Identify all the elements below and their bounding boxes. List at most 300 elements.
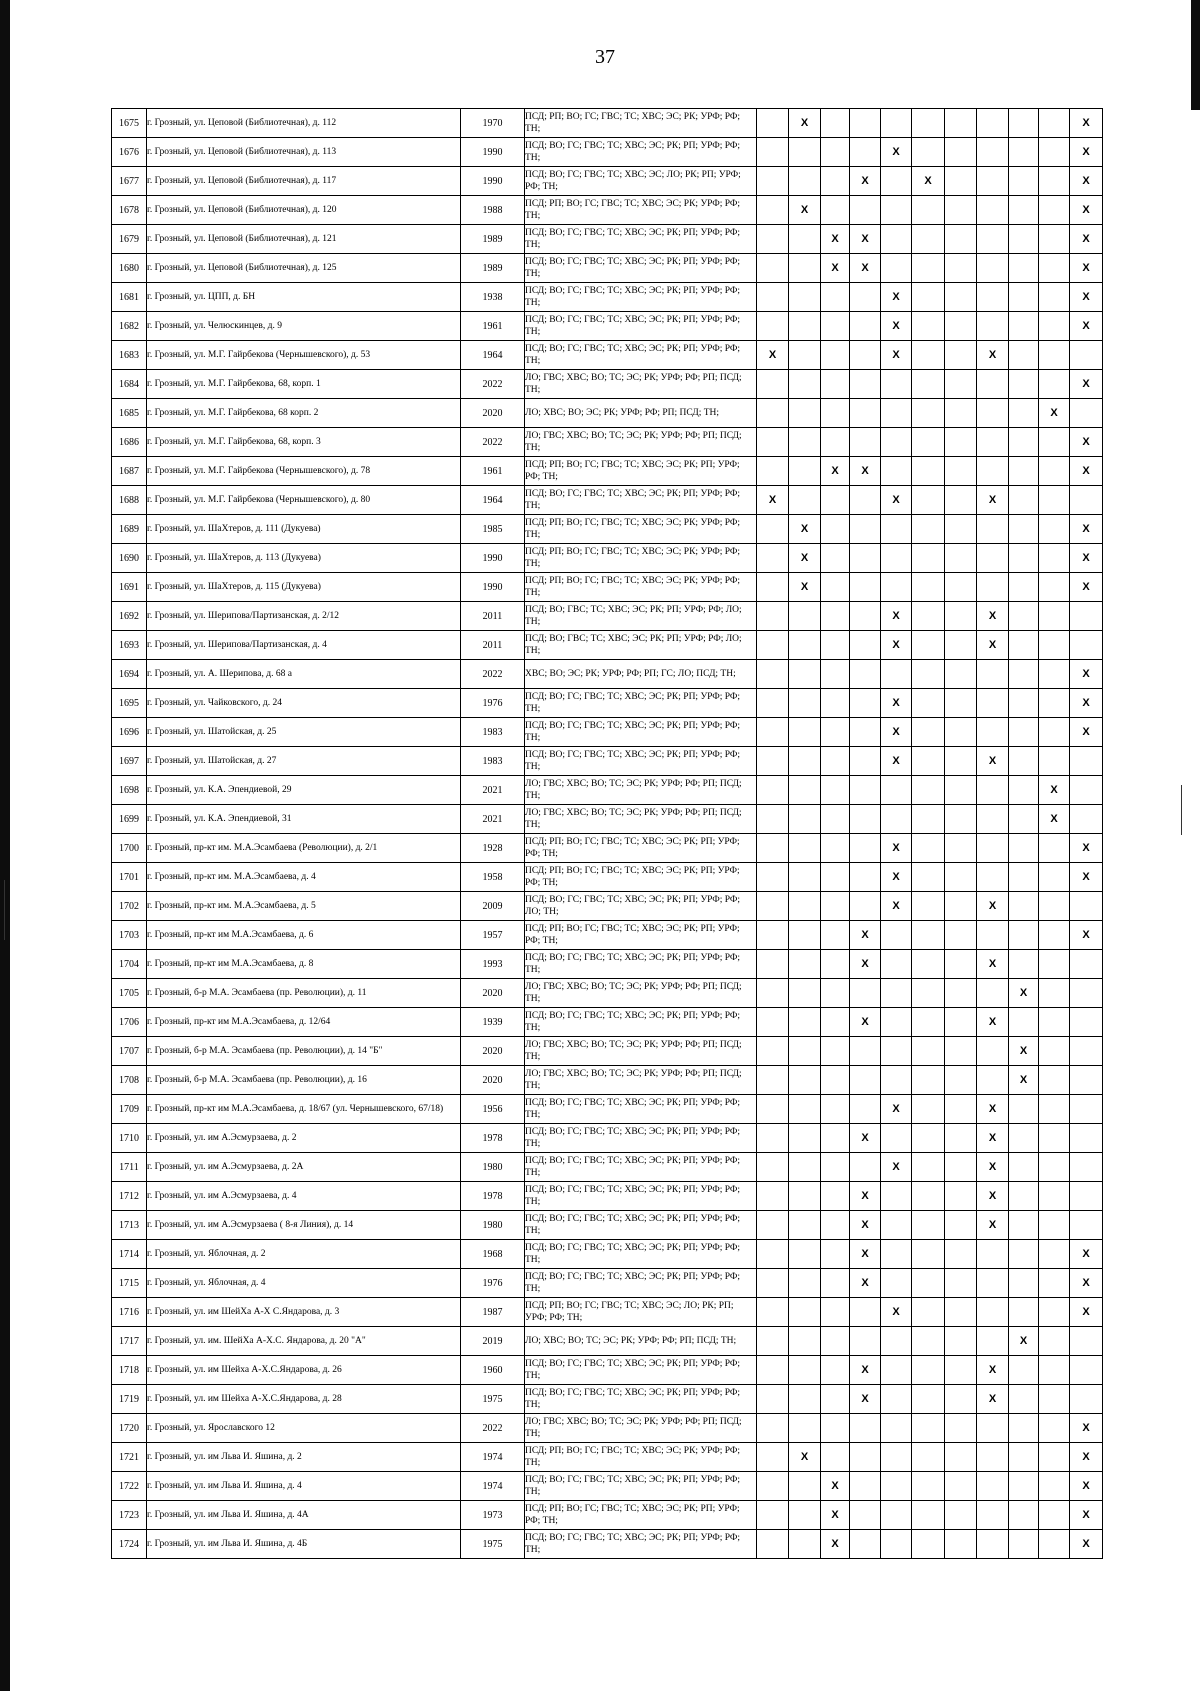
services-cell: ЛО; ГВС; ХВС; ВО; ТС; ЭС; РК; УРФ; РФ; РП; ПСД; ТН;	[525, 805, 757, 834]
year-cell: 1960	[461, 1356, 525, 1385]
flag-cell: X	[1009, 1066, 1039, 1095]
year-cell: 1983	[461, 747, 525, 776]
flag-cell	[945, 805, 977, 834]
address-cell: г. Грозный, ул. им Льва И. Яшина, д. 4А	[147, 1501, 461, 1530]
year-cell: 1928	[461, 834, 525, 863]
row-number: 1710	[112, 1124, 147, 1153]
year-cell: 1990	[461, 138, 525, 167]
flag-cell	[912, 950, 945, 979]
flag-cell	[1009, 225, 1039, 254]
flag-cell: X	[1009, 1327, 1039, 1356]
flag-cell	[789, 1501, 821, 1530]
flag-cell	[1009, 660, 1039, 689]
flag-cell	[977, 1443, 1009, 1472]
flag-cell	[945, 196, 977, 225]
flag-cell	[821, 602, 850, 631]
flag-cell: X	[881, 689, 912, 718]
flag-cell	[945, 1153, 977, 1182]
flag-cell	[1039, 1356, 1070, 1385]
table-row	[112, 1066, 1103, 1095]
flag-cell	[881, 805, 912, 834]
flag-cell: X	[789, 196, 821, 225]
flag-cell	[1039, 1472, 1070, 1501]
flag-cell	[789, 341, 821, 370]
flag-cell: X	[977, 892, 1009, 921]
flag-cell	[945, 1501, 977, 1530]
flag-cell	[945, 1066, 977, 1095]
address-cell: г. Грозный, б-р М.А. Эсамбаева (пр. Революции), д. 14 "Б"	[147, 1037, 461, 1066]
flag-cell: X	[977, 1211, 1009, 1240]
flag-cell: X	[977, 1095, 1009, 1124]
flag-cell: X	[881, 1153, 912, 1182]
flag-cell	[945, 341, 977, 370]
flag-cell	[881, 1269, 912, 1298]
table-row	[112, 1530, 1103, 1559]
flag-cell: X	[977, 747, 1009, 776]
flag-cell	[850, 689, 881, 718]
flag-cell	[821, 283, 850, 312]
flag-cell	[977, 1327, 1009, 1356]
flag-cell	[850, 1153, 881, 1182]
flag-cell	[1009, 950, 1039, 979]
flag-cell	[757, 370, 789, 399]
flag-cell	[821, 863, 850, 892]
flag-cell	[881, 979, 912, 1008]
flag-cell: X	[789, 544, 821, 573]
flag-cell	[912, 109, 945, 138]
address-cell: г. Грозный, ул. им Шейха А-Х.С.Яндарова, д. 28	[147, 1385, 461, 1414]
flag-cell	[757, 950, 789, 979]
flag-cell	[789, 370, 821, 399]
flag-cell	[945, 109, 977, 138]
flag-cell	[757, 1182, 789, 1211]
table-row	[112, 1327, 1103, 1356]
address-cell: г. Грозный, ул. Шатойская, д. 27	[147, 747, 461, 776]
address-cell: г. Грозный, пр-кт им М.А.Эсамбаева, д. 6	[147, 921, 461, 950]
flag-cell	[821, 544, 850, 573]
row-number: 1724	[112, 1530, 147, 1559]
year-cell: 1985	[461, 515, 525, 544]
flag-cell: X	[1070, 1501, 1103, 1530]
flag-cell	[789, 1066, 821, 1095]
flag-cell	[1039, 921, 1070, 950]
table-row	[112, 1501, 1103, 1530]
services-cell: ЛО; ГВС; ХВС; ВО; ТС; ЭС; РК; УРФ; РФ; РП; ПСД; ТН;	[525, 1414, 757, 1443]
table-row	[112, 573, 1103, 602]
flag-cell	[789, 138, 821, 167]
flag-cell: X	[977, 1124, 1009, 1153]
flag-cell: X	[977, 1008, 1009, 1037]
flag-cell	[977, 1037, 1009, 1066]
flag-cell	[977, 370, 1009, 399]
flag-cell	[850, 863, 881, 892]
flag-cell	[757, 805, 789, 834]
flag-cell	[977, 457, 1009, 486]
flag-cell	[1039, 718, 1070, 747]
flag-cell	[789, 718, 821, 747]
year-cell: 1975	[461, 1530, 525, 1559]
year-cell: 2020	[461, 399, 525, 428]
services-cell: ПСД; ВО; ГС; ГВС; ТС; ХВС; ЭС; РК; РП; УРФ; РФ; ТН;	[525, 1385, 757, 1414]
services-cell: ЛО; ХВС; ВО; ЭС; РК; УРФ; РФ; РП; ПСД; ТН;	[525, 399, 757, 428]
flag-cell	[1009, 515, 1039, 544]
services-cell: ЛО; ГВС; ХВС; ВО; ТС; ЭС; РК; УРФ; РФ; РП; ПСД; ТН;	[525, 979, 757, 1008]
flag-cell	[850, 602, 881, 631]
flag-cell	[912, 1501, 945, 1530]
flag-cell	[789, 1385, 821, 1414]
flag-cell	[850, 544, 881, 573]
flag-cell	[789, 1298, 821, 1327]
row-number: 1686	[112, 428, 147, 457]
services-cell: ПСД; РП; ВО; ГС; ГВС; ТС; ХВС; ЭС; ЛО; РК; РП; УРФ; РФ; ТН;	[525, 1298, 757, 1327]
services-cell: ЛО; ГВС; ХВС; ВО; ТС; ЭС; РК; УРФ; РФ; РП; ПСД; ТН;	[525, 370, 757, 399]
flag-cell	[1070, 1385, 1103, 1414]
flag-cell	[912, 1153, 945, 1182]
services-cell: ПСД; ВО; ГС; ГВС; ТС; ХВС; ЭС; РК; РП; УРФ; РФ; ТН;	[525, 1472, 757, 1501]
flag-cell	[1009, 747, 1039, 776]
address-cell: г. Грозный, ул. Шатойская, д. 25	[147, 718, 461, 747]
table-row	[112, 254, 1103, 283]
address-cell: г. Грозный, ул. ШаХтеров, д. 115 (Дукуева)	[147, 573, 461, 602]
address-cell: г. Грозный, ул. Цеповой (Библиотечная), д. 120	[147, 196, 461, 225]
flag-cell	[1070, 950, 1103, 979]
flag-cell	[945, 1327, 977, 1356]
flag-cell	[912, 863, 945, 892]
flag-cell	[1009, 631, 1039, 660]
row-number: 1689	[112, 515, 147, 544]
flag-cell: X	[977, 1182, 1009, 1211]
flag-cell: X	[881, 312, 912, 341]
flag-cell	[912, 631, 945, 660]
flag-cell	[1039, 660, 1070, 689]
flag-cell	[945, 1240, 977, 1269]
flag-cell	[1039, 950, 1070, 979]
services-cell: ПСД; РП; ВО; ГС; ГВС; ТС; ХВС; ЭС; РК; УРФ; РФ; ТН;	[525, 515, 757, 544]
row-number: 1709	[112, 1095, 147, 1124]
table-row	[112, 1124, 1103, 1153]
flag-cell	[977, 921, 1009, 950]
flag-cell	[977, 979, 1009, 1008]
year-cell: 1987	[461, 1298, 525, 1327]
flag-cell: X	[977, 1385, 1009, 1414]
row-number: 1717	[112, 1327, 147, 1356]
flag-cell	[881, 921, 912, 950]
table-row	[112, 921, 1103, 950]
services-cell: ХВС; ВО; ЭС; РК; УРФ; РФ; РП; ГС; ЛО; ПСД; ТН;	[525, 660, 757, 689]
flag-cell: X	[850, 457, 881, 486]
address-cell: г. Грозный, ул. ЦПП, д. БН	[147, 283, 461, 312]
flag-cell: X	[1070, 457, 1103, 486]
flag-cell	[1070, 1182, 1103, 1211]
flag-cell	[821, 399, 850, 428]
flag-cell	[1009, 1153, 1039, 1182]
services-cell: ПСД; ВО; ГС; ГВС; ТС; ХВС; ЭС; ЛО; РК; РП; УРФ; РФ; ТН;	[525, 167, 757, 196]
year-cell: 1957	[461, 921, 525, 950]
flag-cell	[1009, 1443, 1039, 1472]
flag-cell	[1039, 341, 1070, 370]
flag-cell	[789, 1008, 821, 1037]
flag-cell	[789, 631, 821, 660]
flag-cell	[912, 515, 945, 544]
flag-cell: X	[1070, 312, 1103, 341]
flag-cell	[945, 776, 977, 805]
flag-cell	[1039, 486, 1070, 515]
flag-cell	[1039, 1182, 1070, 1211]
flag-cell	[912, 1414, 945, 1443]
flag-cell	[881, 1182, 912, 1211]
flag-cell	[789, 863, 821, 892]
scan-left-edge	[0, 0, 10, 1691]
flag-cell	[1070, 1356, 1103, 1385]
address-cell: г. Грозный, ул. М.Г. Гайрбекова, 68 корп. 2	[147, 399, 461, 428]
flag-cell	[1009, 718, 1039, 747]
flag-cell	[1039, 1327, 1070, 1356]
flag-cell	[1070, 1153, 1103, 1182]
flag-cell	[821, 1008, 850, 1037]
flag-cell	[945, 1472, 977, 1501]
flag-cell: X	[881, 341, 912, 370]
services-cell: ПСД; РП; ВО; ГС; ГВС; ТС; ХВС; ЭС; РК; УРФ; РФ; ТН;	[525, 544, 757, 573]
flag-cell	[881, 457, 912, 486]
flag-cell	[945, 515, 977, 544]
flag-cell	[881, 254, 912, 283]
services-cell: ПСД; ВО; ГС; ГВС; ТС; ХВС; ЭС; РК; РП; УРФ; РФ; ТН;	[525, 1182, 757, 1211]
address-cell: г. Грозный, ул. им Шейха А-Х.С.Яндарова, д. 26	[147, 1356, 461, 1385]
houses-table	[111, 108, 1103, 1559]
flag-cell: X	[881, 138, 912, 167]
flag-cell	[1039, 631, 1070, 660]
table-row	[112, 834, 1103, 863]
flag-cell	[1009, 1182, 1039, 1211]
flag-cell	[789, 1124, 821, 1153]
flag-cell	[945, 283, 977, 312]
flag-cell	[821, 660, 850, 689]
flag-cell	[850, 138, 881, 167]
table-row	[112, 1153, 1103, 1182]
flag-cell	[1039, 283, 1070, 312]
flag-cell	[912, 892, 945, 921]
flag-cell	[821, 921, 850, 950]
services-cell: ПСД; ВО; ГС; ГВС; ТС; ХВС; ЭС; РК; РП; УРФ; РФ; ТН;	[525, 1008, 757, 1037]
year-cell: 2022	[461, 660, 525, 689]
year-cell: 1988	[461, 196, 525, 225]
flag-cell	[977, 776, 1009, 805]
flag-cell	[1009, 1472, 1039, 1501]
flag-cell: X	[1070, 254, 1103, 283]
flag-cell	[977, 1066, 1009, 1095]
flag-cell	[912, 1356, 945, 1385]
flag-cell	[1070, 776, 1103, 805]
flag-cell: X	[757, 341, 789, 370]
services-cell: ПСД; РП; ВО; ГС; ГВС; ТС; ХВС; ЭС; РК; РП; УРФ; РФ; ТН;	[525, 457, 757, 486]
flag-cell	[1009, 457, 1039, 486]
flag-cell	[881, 573, 912, 602]
flag-cell	[821, 196, 850, 225]
flag-cell: X	[1070, 544, 1103, 573]
flag-cell	[881, 660, 912, 689]
address-cell: г. Грозный, ул. им А.Эсмурзаева, д. 4	[147, 1182, 461, 1211]
flag-cell	[881, 1472, 912, 1501]
table-row	[112, 1472, 1103, 1501]
flag-cell	[789, 1414, 821, 1443]
address-cell: г. Грозный, ул. Шерипова/Партизанская, д. 2/12	[147, 602, 461, 631]
scan-artifact	[4, 880, 5, 940]
flag-cell	[1070, 805, 1103, 834]
flag-cell: X	[1070, 196, 1103, 225]
flag-cell	[945, 428, 977, 457]
flag-cell	[1070, 341, 1103, 370]
flag-cell	[850, 370, 881, 399]
flag-cell	[977, 428, 1009, 457]
services-cell: ПСД; ВО; ГС; ГВС; ТС; ХВС; ЭС; РК; РП; УРФ; РФ; ТН;	[525, 1356, 757, 1385]
flag-cell	[881, 1037, 912, 1066]
flag-cell	[757, 1530, 789, 1559]
flag-cell	[1039, 167, 1070, 196]
year-cell: 2011	[461, 602, 525, 631]
flag-cell	[912, 196, 945, 225]
flag-cell	[821, 341, 850, 370]
address-cell: г. Грозный, пр-кт им. М.А.Эсамбаева, д. 5	[147, 892, 461, 921]
flag-cell	[945, 138, 977, 167]
flag-cell	[1070, 1095, 1103, 1124]
row-number: 1681	[112, 283, 147, 312]
flag-cell	[850, 1298, 881, 1327]
flag-cell	[977, 1501, 1009, 1530]
flag-cell	[1070, 892, 1103, 921]
flag-cell	[821, 979, 850, 1008]
flag-cell	[821, 776, 850, 805]
flag-cell	[1039, 1211, 1070, 1240]
services-cell: ПСД; ВО; ГС; ГВС; ТС; ХВС; ЭС; РК; РП; УРФ; РФ; ТН;	[525, 1269, 757, 1298]
row-number: 1699	[112, 805, 147, 834]
flag-cell	[850, 1037, 881, 1066]
table-row	[112, 1240, 1103, 1269]
services-cell: ПСД; ВО; ГС; ГВС; ТС; ХВС; ЭС; РК; РП; УРФ; РФ; ТН;	[525, 225, 757, 254]
flag-cell: X	[850, 1385, 881, 1414]
flag-cell	[1009, 1356, 1039, 1385]
row-number: 1720	[112, 1414, 147, 1443]
flag-cell	[1039, 196, 1070, 225]
flag-cell	[850, 660, 881, 689]
flag-cell	[881, 1356, 912, 1385]
address-cell: г. Грозный, ул. им А.Эсмурзаева, д. 2А	[147, 1153, 461, 1182]
row-number: 1704	[112, 950, 147, 979]
flag-cell	[1039, 1124, 1070, 1153]
flag-cell	[789, 225, 821, 254]
flag-cell: X	[821, 1472, 850, 1501]
flag-cell	[912, 312, 945, 341]
flag-cell: X	[1070, 834, 1103, 863]
row-number: 1679	[112, 225, 147, 254]
flag-cell	[1009, 573, 1039, 602]
table-row	[112, 283, 1103, 312]
flag-cell	[881, 776, 912, 805]
flag-cell	[850, 283, 881, 312]
year-cell: 1973	[461, 1501, 525, 1530]
table-row	[112, 544, 1103, 573]
flag-cell	[1039, 254, 1070, 283]
flag-cell	[757, 1211, 789, 1240]
flag-cell	[1009, 428, 1039, 457]
address-cell: г. Грозный, ул. М.Г. Гайрбекова (Чернышевского), д. 80	[147, 486, 461, 515]
flag-cell	[1039, 892, 1070, 921]
flag-cell	[1039, 1037, 1070, 1066]
flag-cell	[945, 486, 977, 515]
year-cell: 1990	[461, 544, 525, 573]
flag-cell	[1039, 1269, 1070, 1298]
flag-cell: X	[881, 747, 912, 776]
flag-cell: X	[850, 1008, 881, 1037]
flag-cell: X	[977, 1356, 1009, 1385]
flag-cell	[881, 370, 912, 399]
flag-cell: X	[821, 1530, 850, 1559]
row-number: 1698	[112, 776, 147, 805]
flag-cell	[1070, 1066, 1103, 1095]
flag-cell	[945, 689, 977, 718]
flag-cell	[789, 979, 821, 1008]
year-cell: 1993	[461, 950, 525, 979]
services-cell: ПСД; РП; ВО; ГС; ГВС; ТС; ХВС; ЭС; РК; РП; УРФ; РФ; ТН;	[525, 1501, 757, 1530]
flag-cell	[789, 660, 821, 689]
flag-cell	[977, 515, 1009, 544]
flag-cell	[821, 834, 850, 863]
flag-cell	[850, 1066, 881, 1095]
flag-cell	[1070, 1327, 1103, 1356]
address-cell: г. Грозный, ул. ШаХтеров, д. 111 (Дукуева)	[147, 515, 461, 544]
flag-cell: X	[881, 283, 912, 312]
row-number: 1708	[112, 1066, 147, 1095]
flag-cell: X	[1070, 1472, 1103, 1501]
table-row	[112, 1298, 1103, 1327]
address-cell: г. Грозный, пр-кт им. М.А.Эсамбаева (Революции), д. 2/1	[147, 834, 461, 863]
year-cell: 1961	[461, 312, 525, 341]
address-cell: г. Грозный, ул. М.Г. Гайрбекова, 68, корп. 3	[147, 428, 461, 457]
year-cell: 2020	[461, 1066, 525, 1095]
flag-cell	[757, 718, 789, 747]
table-row	[112, 196, 1103, 225]
year-cell: 2021	[461, 776, 525, 805]
year-cell: 1938	[461, 283, 525, 312]
flag-cell	[1039, 1095, 1070, 1124]
services-cell: ПСД; ВО; ГС; ГВС; ТС; ХВС; ЭС; РК; РП; УРФ; РФ; ТН;	[525, 689, 757, 718]
services-cell: ЛО; ГВС; ХВС; ВО; ТС; ЭС; РК; УРФ; РФ; РП; ПСД; ТН;	[525, 428, 757, 457]
flag-cell: X	[912, 167, 945, 196]
flag-cell	[912, 370, 945, 399]
flag-cell	[1039, 573, 1070, 602]
address-cell: г. Грозный, пр-кт им М.А.Эсамбаева, д. 12/64	[147, 1008, 461, 1037]
flag-cell	[821, 1240, 850, 1269]
flag-cell	[977, 1240, 1009, 1269]
flag-cell	[977, 1530, 1009, 1559]
flag-cell: X	[789, 515, 821, 544]
services-cell: ПСД; ВО; ГС; ГВС; ТС; ХВС; ЭС; РК; РП; УРФ; РФ; ТН;	[525, 747, 757, 776]
flag-cell	[850, 573, 881, 602]
flag-cell	[789, 950, 821, 979]
address-cell: г. Грозный, ул. К.А. Эпендиевой, 31	[147, 805, 461, 834]
row-number: 1680	[112, 254, 147, 283]
flag-cell	[821, 892, 850, 921]
flag-cell: X	[1039, 776, 1070, 805]
flag-cell	[945, 254, 977, 283]
flag-cell: X	[1070, 573, 1103, 602]
flag-cell	[881, 1443, 912, 1472]
flag-cell: X	[881, 718, 912, 747]
year-cell: 2021	[461, 805, 525, 834]
flag-cell	[912, 689, 945, 718]
flag-cell: X	[1070, 863, 1103, 892]
flag-cell	[1039, 1240, 1070, 1269]
flag-cell	[881, 1066, 912, 1095]
